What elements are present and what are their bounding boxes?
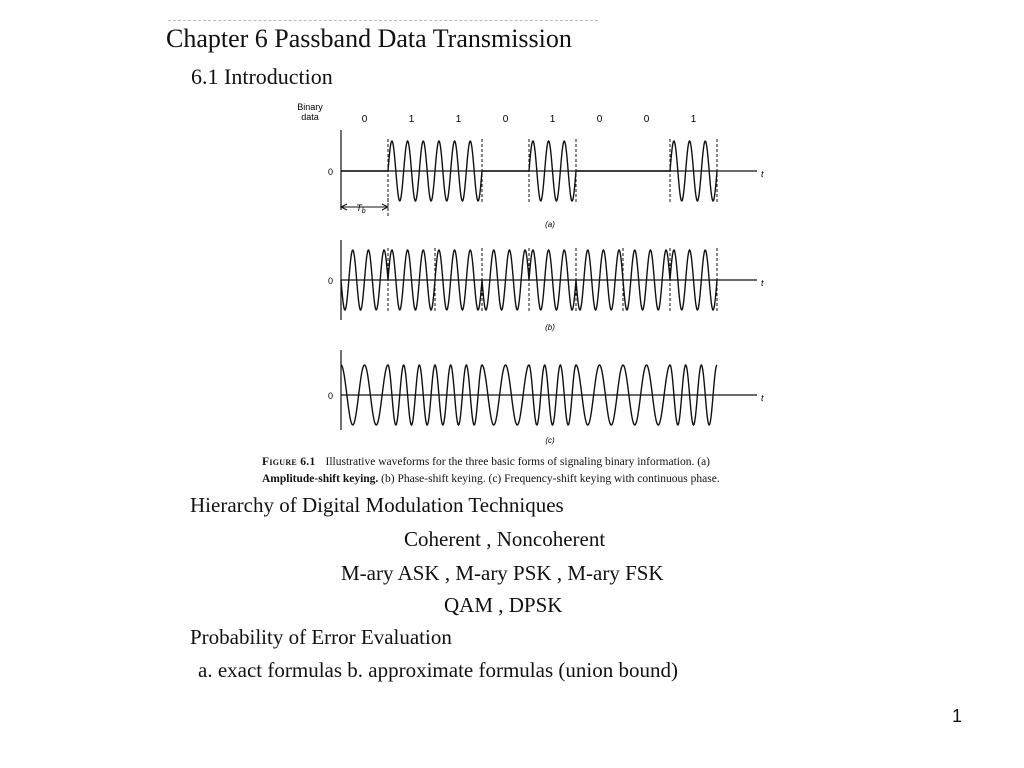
- caption-ask-label: Amplitude-shift keying.: [262, 473, 379, 485]
- data-label: data: [301, 112, 319, 122]
- bit-label: 0: [643, 114, 650, 125]
- caption-text-1: Illustrative waveforms for the three basic forms of signaling binary information. (a): [325, 456, 711, 468]
- error-heading: Probability of Error Evaluation: [190, 625, 452, 649]
- figure-number: Figure 6.1: [262, 456, 316, 468]
- hierarchy-heading: Hierarchy of Digital Modulation Techniques: [190, 493, 564, 517]
- panel-a-t-label: t: [761, 169, 764, 179]
- panel-b-t-label: t: [761, 278, 764, 288]
- binary-label: Binary: [297, 102, 323, 112]
- tb-label: $T_b$: [356, 203, 366, 215]
- page-number: 1: [952, 706, 963, 726]
- figure-caption-line1: [262, 456, 710, 468]
- bit-label: 1: [408, 114, 415, 125]
- panel-psk: [328, 240, 764, 332]
- panel-a-zero: 0: [327, 167, 333, 177]
- section-heading: 6.1 Introduction: [191, 64, 333, 89]
- panel-c-t-label: t: [761, 393, 764, 403]
- caption-text-2: (b) Phase-shift keying. (c) Frequency-shift keying with continuous phase.: [381, 473, 720, 485]
- figure-caption-line2: [262, 473, 720, 485]
- bit-label: 0: [502, 114, 509, 125]
- panel-c-label: (c): [545, 436, 555, 445]
- bit-label: 1: [690, 114, 697, 125]
- bit-label: 0: [361, 114, 368, 125]
- panel-fsk: [328, 350, 764, 445]
- bit-label: 1: [549, 114, 556, 125]
- bit-labels: [362, 114, 697, 125]
- modulation-line-mary: M-ary ASK , M-ary PSK , M-ary FSK: [341, 561, 664, 585]
- top-rule: [168, 20, 598, 21]
- panel-ask: [328, 130, 764, 229]
- modulation-line-qam: QAM , DPSK: [444, 593, 563, 617]
- modulation-line-coherent: Coherent , Noncoherent: [404, 527, 606, 551]
- panel-b-zero: 0: [327, 276, 333, 286]
- error-formulas-line: a. exact formulas b. approximate formulas (union bound): [198, 658, 678, 682]
- chapter-title: Chapter 6 Passband Data Transmission: [166, 24, 572, 53]
- bit-label: 0: [596, 114, 603, 125]
- waveform-figure: [255, 98, 775, 450]
- panel-c-zero: 0: [327, 391, 333, 401]
- bit-label: 1: [455, 114, 462, 125]
- panel-a-label: (a): [545, 220, 555, 229]
- panel-b-label: (b): [545, 323, 555, 332]
